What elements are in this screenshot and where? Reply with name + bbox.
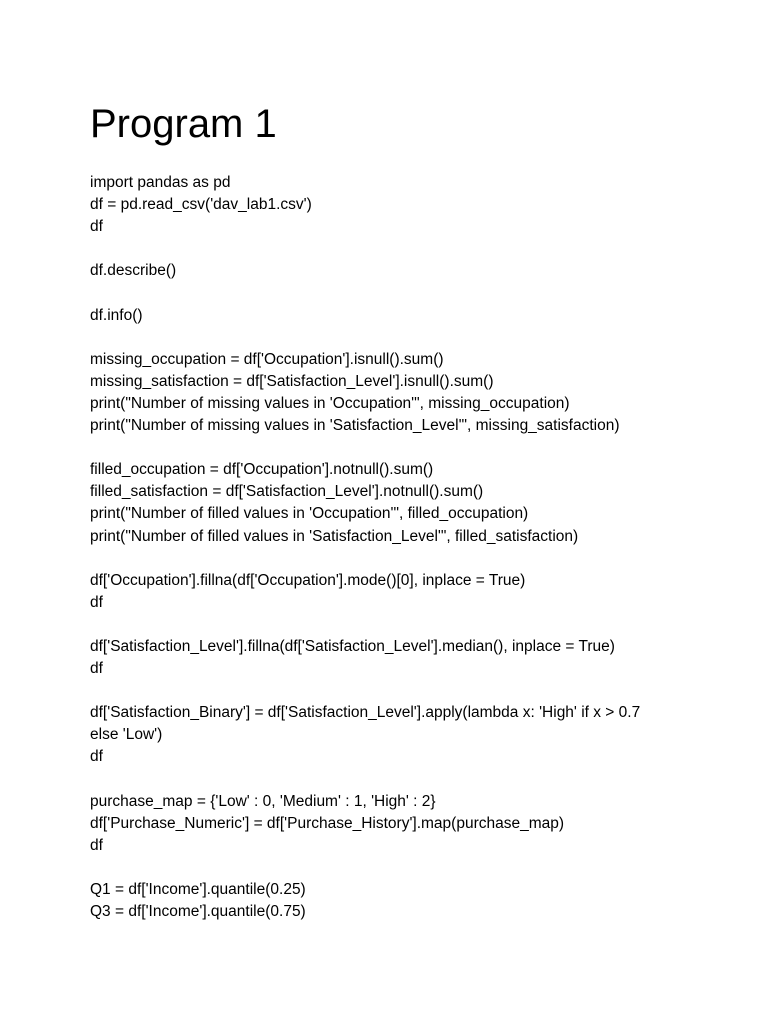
code-line: df.describe() [90, 262, 177, 280]
code-line [90, 238, 730, 260]
code-line [90, 857, 730, 879]
code-line: missing_satisfaction = df['Satisfaction_Level'].isnull().sum() [90, 372, 494, 390]
code-line: Q3 = df['Income'].quantile(0.75) [90, 903, 306, 921]
code-line [90, 437, 730, 459]
code-line: print("Number of filled values in 'Occupation'", filled_occupation) [90, 505, 529, 523]
code-line [90, 680, 730, 702]
code-line [90, 769, 730, 791]
code-line: print("Number of filled values in 'Satisfaction_Level'", filled_satisfaction) [90, 527, 579, 545]
code-line: df = pd.read_csv('dav_lab1.csv') [90, 196, 312, 214]
code-line: df['Satisfaction_Level'].fillna(df['Satisfaction_Level'].median(), inplace = True) [90, 637, 615, 655]
code-line [90, 548, 730, 570]
code-line: df.info() [90, 306, 143, 324]
code-line: filled_occupation = df['Occupation'].notnull().sum() [90, 461, 434, 479]
code-line: purchase_map = {'Low' : 0, 'Medium' : 1, 'High' : 2} [90, 792, 436, 810]
code-line: df [90, 836, 103, 854]
code-line: filled_satisfaction = df['Satisfaction_Level'].notnull().sum() [90, 483, 484, 501]
code-line [90, 327, 730, 349]
code-line: df [90, 593, 103, 611]
code-line: df [90, 748, 103, 766]
code-line: missing_occupation = df['Occupation'].isnull().sum() [90, 350, 444, 368]
code-line [90, 614, 730, 636]
page-title: Program 1 [90, 102, 277, 146]
code-line: df [90, 218, 103, 236]
code-line: df['Satisfaction_Binary'] = df['Satisfaction_Level'].apply(lambda x: 'High' if x > 0.7 [90, 704, 641, 722]
code-line: df['Occupation'].fillna(df['Occupation'].mode()[0], inplace = True) [90, 571, 526, 589]
code-block [90, 172, 730, 923]
code-line: Q1 = df['Income'].quantile(0.25) [90, 881, 306, 898]
code-line: df [90, 660, 103, 678]
code-line: print("Number of missing values in 'Satisfaction_Level'", missing_satisfaction) [90, 417, 620, 435]
code-line: else 'Low') [90, 726, 163, 744]
code-line: df['Purchase_Numeric'] = df['Purchase_History'].map(purchase_map) [90, 814, 565, 832]
code-line [90, 282, 730, 304]
code-line: print("Number of missing values in 'Occupation'", missing_occupation) [90, 394, 570, 412]
code-line: import pandas as pd [90, 174, 231, 191]
